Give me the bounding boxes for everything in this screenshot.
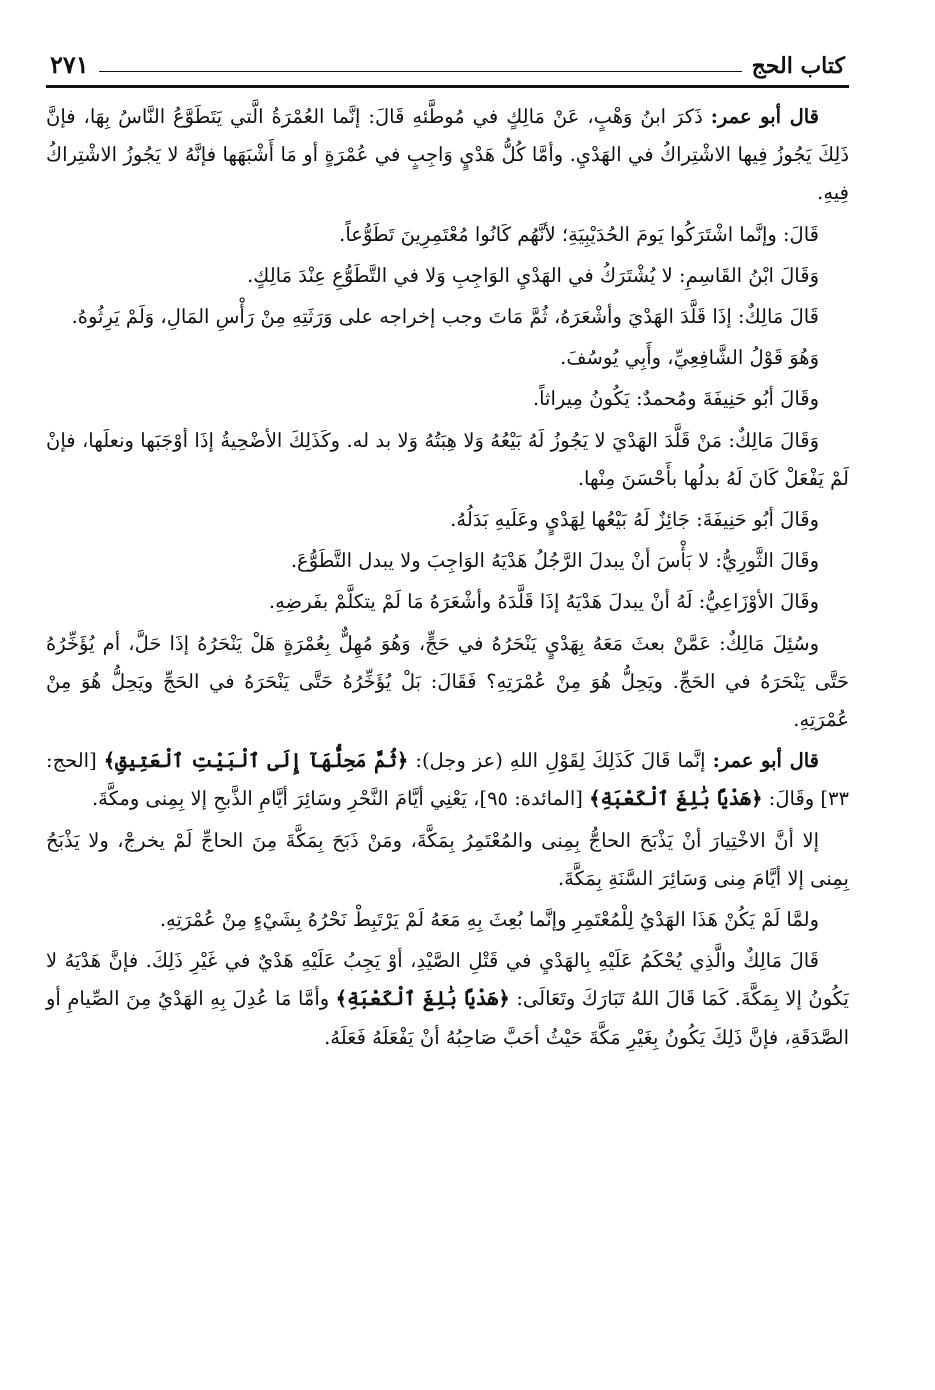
text-paragraph	[46, 583, 849, 621]
page-number: ٢٧١	[50, 50, 89, 79]
bold-segment: ﴿هَدْيًا بَٰلِغَ ٱلْكَعْبَةِ﴾	[589, 787, 763, 811]
text-segment: [المائدة: ٩٥]، يَعْنِي أيَّامَ النَّحْرِ وسَائِرَ أيَّامِ الذَّبحِ إلا بِمِنى ومكَّةَ.	[91, 787, 590, 811]
text-paragraph	[46, 257, 849, 295]
bold-segment: ﴿ثُمَّ مَحِلُّهَآ إِلَى ٱلْبَيْتِ ٱلْعَتِيقِ﴾	[103, 749, 409, 773]
bold-segment: قال أبو عمر:	[710, 105, 820, 128]
text-paragraph	[46, 901, 849, 939]
text-segment: [الحج: ٣٣] وقَالَ:	[46, 749, 849, 811]
text-segment: قَالَ: وإنَّما اشْتَرَكُوا يَومَ الحُدَيْبِيَةِ؛ لأنَّهُم كَانُوا مُعْتَمِرِينَ تَطَوُّعاً.	[339, 222, 819, 246]
text-paragraph	[46, 216, 849, 254]
book-page	[46, 40, 849, 1370]
text-segment: وقَالَ أبُو حَنِيفَةَ ومُحمدٌ: يَكُونُ مِيراثاً.	[532, 387, 819, 411]
text-segment: وَهُوَ قَوْلُ الشَّافِعِيِّ، وأَبِي يُوسُفَ.	[560, 346, 819, 370]
header-rule	[99, 71, 742, 72]
text-paragraph	[46, 501, 849, 539]
text-paragraph	[46, 822, 849, 898]
text-paragraph	[46, 742, 849, 818]
chapter-title: كتاب الحج	[751, 53, 845, 79]
text-paragraph	[46, 942, 849, 1057]
text-segment: وقَالَ أبُو حَنِيفَةَ: جَائِزٌ لَهُ بَيْعُها لِهَدْيٍ وعَلَيهِ بَدَلُهُ.	[450, 508, 819, 532]
text-paragraph	[46, 298, 849, 336]
text-segment: قَالَ مَالِكٌ: إذَا قَلَّدَ الهَدْيَ وأشْعَرَهُ، ثُمَّ مَاتَ وجب إخراجه على وَرَثَتِهِ مِنْ رَأْسِ المَالِ، وَلَمْ يَرِثُوهُ.	[71, 305, 819, 329]
text-segment: وقَالَ الأوْزَاعِيُّ: لَهُ أنْ يبدلَ هَدْيَهُ إذَا قَلَّدَهُ وأشْعَرَهُ مَا لَمْ يتكلَّمْ بفَرضِهِ.	[268, 590, 819, 614]
text-segment: وَقَالَ ابْنُ القَاسِمِ: لا يُشْتَرَكُ في الهَدْيِ الوَاجِبِ وَلا في التَّطَوُّعِ عِنْدَ مَالِكٍ.	[247, 263, 819, 287]
text-segment: قَالَ مَالِكٌ والَّذِي يُحْكَمُ عَلَيْهِ بِالهَدْيِ في قَتْلِ الصَّيْدِ، أوْ يَجِبُ عَلَيْهِ هَدْيٌ في غَيْرِ ذَلِكَ. فإنَّ هَدْيَهُ لا يَكُونُ إلا بِمَكَّةَ. كَمَا قَالَ اللهُ تَبَارَكَ وتَعَالَى:	[46, 949, 849, 1011]
text-segment: وسُئِلَ مَالِكٌ: عَمَّنْ بعثَ مَعَهُ بِهَدْيٍ يَنْحَرُهُ في حَجٍّ، وَهُوَ مُهِلٌّ بِعُمْرَةٍ هَلْ يَنْحَرُهُ إذَا حَلَّ، أم يُؤَخِّرُهُ حَتَّى يَنْحَرَهُ في الحَجِّ. ويَحِلُّ هُوَ مِنْ عُمْرَتِهِ؟ فَقَالَ: بَلْ يُؤَخِّرُهُ حَتَّى يَنْحَرَهُ في الحَجِّ ويَحِلُّ هُوَ مِنْ عُمْرَتِهِ.	[46, 631, 849, 732]
text-paragraph	[46, 542, 849, 580]
text-paragraph	[46, 380, 849, 418]
text-segment: وقَالَ الثَّورِيُّ: لا بَأْسَ أنْ يبدلَ الرَّجُلُ هَدْيَهُ الوَاجِبَ ولا يبدل التَّطَوُّعَ.	[290, 549, 819, 573]
running-header	[46, 40, 849, 88]
text-segment: إنَّما قَالَ كَذَلِكَ لِقَوْلِ اللهِ (عز وجل):	[408, 749, 713, 773]
text-segment: ذَكرَ ابنُ وَهْبٍ، عَنْ مَالِكٍ في مُوطَّئهِ قَالَ: إنَّما العُمْرَةُ الَّتي يَتَطَوَّعُ النَّاسُ بِهَا، فإنَّ ذَلِكَ يَجُوزُ فِيها الاشْتِراكُ في الهَدْيِ. وأمَّا كُلُّ هَدْيٍ وَاجِبٍ في عُمْرَةٍ أو مَا أَشْبَهَها فإنَّهُ لا يَجُوزُ الاشْتِراكُ فِيهِ.	[46, 105, 849, 205]
text-segment: وأمَّا مَا عُدِلَ بِهِ الهَدْيُ مِنَ الصِّيامِ أو الصَّدَقَةِ، فإنَّ ذَلِكَ يَكُونُ بِغَيْرِ مَكَّةَ حَيْثُ أحَبَّ صَاحِبُهُ أنْ يَفْعَلَهُ فَعَلَهُ.	[46, 987, 849, 1049]
bold-segment: قال أبو عمر:	[712, 749, 819, 773]
page-body	[46, 98, 849, 1057]
text-paragraph	[46, 625, 849, 740]
text-paragraph	[46, 422, 849, 498]
bold-segment: ﴿هَدْيًا بَٰلِغَ ٱلْكَعْبَةِ﴾	[335, 987, 510, 1011]
text-paragraph	[46, 98, 849, 213]
text-segment: وَقَالَ مَالِكٌ: مَنْ قَلَّدَ الهَدْيَ لا يَجُوزُ لَهُ بَيْعُهُ وَلا هِبَتُهُ وَلا بد له. وكَذَلِكَ الأضْحِيةُ إذَا أوْجَبَها ونعلَها، فإنْ لَمْ يَفْعَلْ كَانَ لَهُ بدلُها بأَحْسَنَ مِنْها.	[46, 428, 849, 490]
text-paragraph	[46, 339, 849, 377]
text-segment: إلا أنَّ الاخْتِيارَ أنْ يَذْبَحَ الحاجُّ بِمِنى والمُعْتَمِرُ بِمَكَّةَ، ومَنْ ذَبَحَ بِمَكَّةَ مِنَ الحاجِّ لَمْ يخرجْ، ولا يَذْبَحُ بِمِنى إلا أيَّامَ مِنى وَسَائِرَ السَّنَةِ بِمَكَّةَ.	[46, 828, 849, 890]
text-segment: ولمَّا لَمْ يَكُنْ هَذَا الهَدْيُ لِلْمُعْتَمِرِ وإنَّما بُعِثَ بِهِ مَعَهُ لَمْ يَرْتَبِطْ نَحْرُهُ بِشَيْءٍ مِنْ عُمْرَتِهِ.	[159, 908, 819, 932]
